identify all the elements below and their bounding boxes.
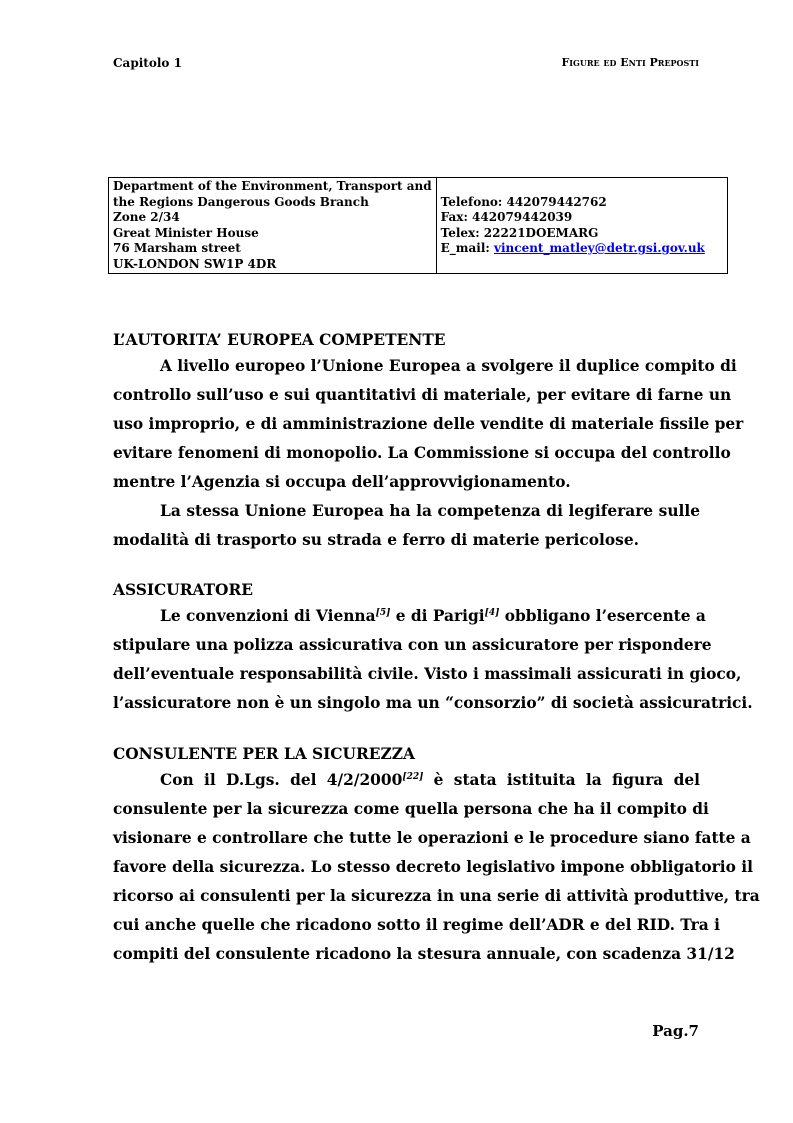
citation-ref: [22] (402, 771, 424, 782)
contact-cell (436, 178, 727, 274)
chapter-header: Capitolo 1 (113, 56, 182, 70)
section-heading: ASSICURATORE (113, 581, 253, 599)
contact-table (108, 177, 728, 274)
paragraph-line: evitare fenomeni di monopolio. La Commissione si occupa del controllo (113, 444, 731, 462)
paragraph-line (113, 766, 700, 795)
paragraph-line: visionare e controllare che tutte le operazioni e le procedure siano fatte a (113, 829, 751, 847)
address-line: Department of the Environment, Transport and (113, 179, 432, 193)
paragraph-line: compiti del consulente ricadono la stesura annuale, con scadenza 31/12 (113, 945, 735, 963)
section-heading: L’AUTORITA’ EUROPEA COMPETENTE (113, 331, 446, 349)
paragraph-line: l’assicuratore non è un singolo ma un “consorzio” di società assicuratrici. (113, 694, 753, 712)
text-run: Con il D.Lgs. del 4/2/2000 (160, 771, 403, 789)
paragraph-line: ricorso ai consulenti per la sicurezza in una serie di attività produttive, tra (113, 887, 760, 905)
paragraph-line: A livello europeo l’Unione Europea a svolgere il duplice compito di (160, 357, 737, 375)
email-line (441, 241, 723, 257)
citation-ref: [5] (375, 607, 391, 618)
address-line: Great Minister House (113, 225, 259, 240)
paragraph-line (113, 602, 706, 631)
address-line: the Regions Dangerous Goods Branch (113, 194, 369, 209)
email-link[interactable]: vincent_matley@detr.gsi.gov.uk (494, 241, 705, 255)
document-body (113, 329, 760, 969)
paragraph-line: uso improprio, e di amministrazione delle vendite di materiale fissile per (113, 415, 744, 433)
section-header: Figure ed Enti Preposti (561, 56, 699, 69)
citation-ref: [4] (484, 607, 500, 618)
address-line: Zone 2/34 (113, 210, 180, 224)
paragraph-line: cui anche quelle che ricadono sotto il regime dell’ADR e del RID. Tra i (113, 916, 720, 934)
fax-line: Fax: 442079442039 (440, 210, 573, 224)
paragraph-line: stipulare una polizza assicurativa con un assicuratore per rispondere (113, 636, 712, 654)
text-run: obbligano l’esercente a (499, 607, 706, 625)
address-line: UK-LONDON SW1P 4DR (113, 256, 277, 271)
section-gap (113, 555, 700, 579)
telefono-line: Telefono: 442079442762 (440, 194, 607, 209)
text-run: Le convenzioni di Vienna (160, 607, 376, 625)
paragraph-line: consulente per la sicurezza come quella persona che ha il compito di (113, 800, 709, 818)
text-run: e di Parigi (390, 607, 485, 625)
text-run: è stata istituita la figura del (423, 771, 700, 789)
email-label: E_mail: (440, 241, 494, 255)
telex-line: Telex: 22221DOEMARG (440, 225, 599, 240)
section-heading: CONSULENTE PER LA SICUREZZA (113, 745, 415, 763)
paragraph-line: mentre l’Agenzia si occupa dell’approvvigionamento. (113, 473, 571, 491)
page-number: Pag.7 (652, 1022, 699, 1040)
section-gap (113, 718, 700, 743)
address-cell (109, 178, 437, 274)
paragraph-line: dell’eventuale responsabilità civile. Visto i massimali assicurati in gioco, (113, 665, 742, 683)
paragraph-line: La stessa Unione Europea ha la competenza di legiferare sulle (160, 502, 700, 520)
address-line: 76 Marsham street (113, 241, 241, 255)
paragraph-line: modalità di trasporto su strada e ferro di materie pericolose. (113, 531, 639, 549)
paragraph-line: favore della sicurezza. Lo stesso decreto legislativo impone obbligatorio il (113, 858, 753, 876)
paragraph-line: controllo sull’uso e sui quantitativi di materiale, per evitare di farne un (113, 386, 732, 404)
